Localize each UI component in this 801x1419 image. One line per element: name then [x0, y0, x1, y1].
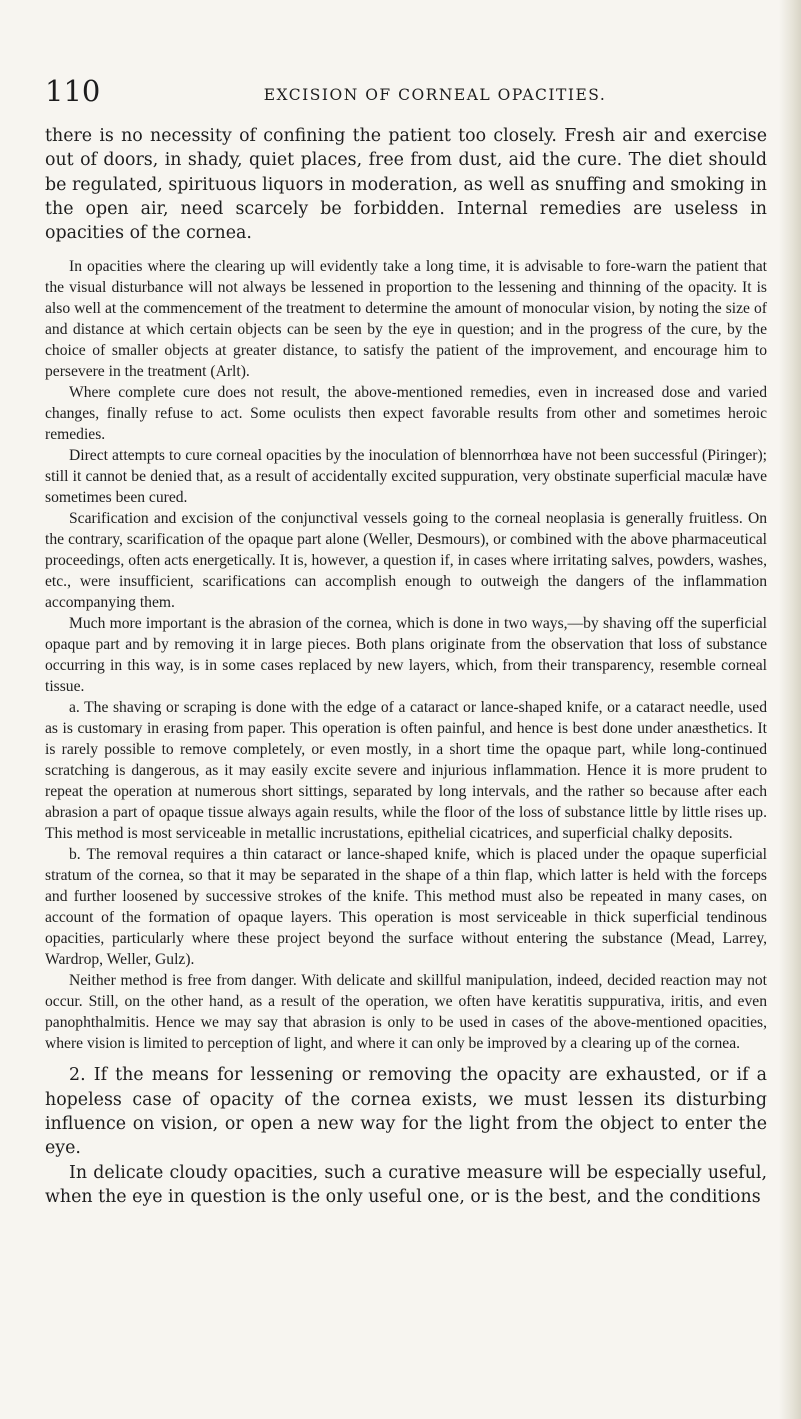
paragraph-final: In delicate cloudy opacities, such a curative measure will be especially useful, when the eye in question is the only useful one, or is the best, and the conditions [45, 1162, 767, 1207]
page-header [45, 72, 765, 116]
small-paragraph-7: b. The removal requires a thin cataract or lance-shaped knife, which is placed under the opaque superficial stratum of the cornea, so that it may be separated in the shape of a thin flap, which latter is held with the forceps and further loosened by successive strokes of the knife. This method must also be repeated in many cases, on account of the formation of opaque layers. This operation is most serviceable in thick superficial tendinous opacities, particularly where these project beyond the surface without entering the substance (Mead, Larrey, Wardrop, Weller, Gulz). [45, 846, 767, 969]
small-paragraph-6: a. The shaving or scraping is done with the edge of a cataract or lance-shaped knife, or a cataract needle, used as is customary in erasing from paper. This operation is often painful, and hence is best done under anæsthetics. It is rarely possible to remove completely, or even mostly, in a short time the opaque part, while long-continued scratching is dangerous, as it may easily excite severe and injurious inflammation. Hence it is more prudent to repeat the operation at numerous short sittings, separated by long intervals, and the rather so because after each abrasion a part of opaque tissue always again results, while the floor of the loss of substance little by little rises up. This method is most serviceable in metallic incrustations, epithelial cicatrices, and superficial chalky deposits. [45, 699, 767, 843]
small-paragraph-3: Direct attempts to cure corneal opacities by the inoculation of blennorrhœa have not been successful (Piringer); still it cannot be denied that, as a result of accidentally excited suppuration, very obstinate superficial maculæ have sometimes been cured. [45, 447, 767, 507]
paragraph-continuation: there is no necessity of confining the patient too closely. Fresh air and exercise out of doors, in shady, quiet places, free from dust, aid the cure. The diet should be regulated, spirituous liquors in moderation, as well as snuffing and smoking in the open air, need scarcely be forbidden. Internal remedies are useless in opacities of the cornea. [45, 126, 767, 244]
small-paragraph-1: In opacities where the clearing up will evidently take a long time, it is advisable to fore-warn the patient that the visual disturbance will not always be lessened in proportion to the lessening and thinning of the opacity. It is also well at the commencement of the treatment to determine the amount of monocular vision, by noting the size of and distance at which certain objects can be seen by the eye in question; and in the progress of the cure, by the choice of smaller objects at greater distance, to satisfy the patient of the improvement, and encourage him to persevere in the treatment (Arlt). [45, 258, 767, 381]
small-paragraph-2: Where complete cure does not result, the above-mentioned remedies, even in increased dose and varied changes, finally refuse to act. Some oculists then expect favorable results from other and sometimes heroic remedies. [45, 384, 767, 444]
small-paragraph-8: Neither method is free from danger. With delicate and skillful manipulation, indeed, decided reaction may not occur. Still, on the other hand, as a result of the operation, we often have keratitis suppurativa, iritis, and even panophthalmitis. Hence we may say that abrasion is only to be used in cases of the above-mentioned opacities, where vision is limited to perception of light, and where it can only be improved by a clearing up of the cornea. [45, 972, 767, 1053]
paragraph-section-2: 2. If the means for lessening or removing the opacity are exhausted, or if a hopeless case of opacity of the cornea exists, we must lessen its disturbing influence on vision, or open a new way for the light from the object to enter the eye. [45, 1065, 767, 1159]
small-paragraph-4: Scarification and excision of the conjunctival vessels going to the corneal neoplasia is generally fruitless. On the contrary, scarification of the opaque part alone (Weller, Desmours), or combined with the above pharmaceutical proceedings, often acts energetically. It is, however, a question if, in cases where irritating salves, powders, washes, etc., were insufficient, scarifications can accomplish enough to outweigh the dangers of the inflammation accompanying them. [45, 510, 767, 612]
page-body [45, 124, 767, 1209]
running-head: EXCISION OF CORNEAL OPACITIES. [263, 86, 607, 104]
page-number: 110 [45, 74, 101, 108]
page-edge-shadow [779, 0, 801, 1419]
small-paragraph-5: Much more important is the abrasion of the cornea, which is done in two ways,—by shaving off the superficial opaque part and by removing it in large pieces. Both plans originate from the observation that loss of substance occurring in this way, is in some cases replaced by new layers, which, from their transparency, resemble corneal tissue. [45, 615, 767, 696]
small-print-section [45, 256, 767, 1054]
